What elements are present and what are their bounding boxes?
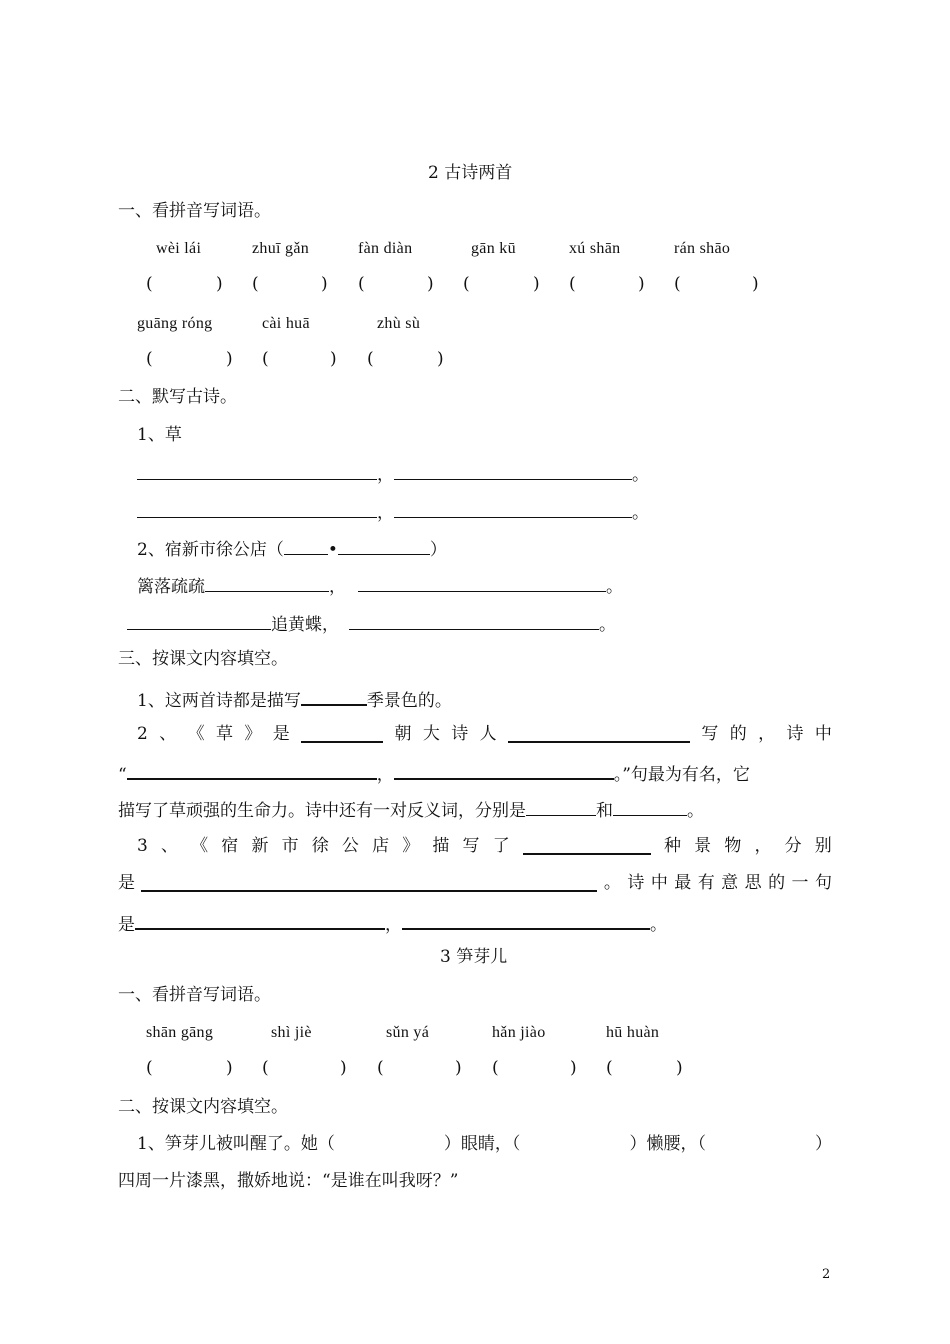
answer-box-open: (: [146, 349, 153, 369]
answer-box-close: ): [330, 349, 337, 369]
fill-blank[interactable]: [141, 872, 597, 892]
question-3-line3: 是 ， 。: [118, 910, 667, 936]
pinyin-9: zhù sù: [377, 315, 421, 332]
lesson2-title: 2 古诗两首: [428, 163, 513, 183]
question-2-line3: 描写了草顽强的生命力。诗中还有一对反义词，分别是 和 。: [118, 797, 704, 822]
question-3-line1: 3 、 《 宿 新 市 徐 公 店 》 描 写 了 种 景 物 ， 分 别: [137, 836, 832, 856]
lesson3-section2-heading: 二、按课文内容填空。: [118, 1097, 288, 1117]
fill-blank[interactable]: [127, 611, 271, 630]
poem1-title: 1、草: [137, 425, 182, 445]
answer-box-open: (: [146, 1058, 153, 1078]
pinyin-3: fàn diàn: [358, 240, 413, 257]
fill-blank-author[interactable]: [338, 536, 430, 555]
pinyin-13: hǎn jiào: [492, 1024, 546, 1041]
pinyin-7: guāng róng: [137, 315, 213, 332]
lesson3-title: 3 笋芽儿: [440, 947, 508, 967]
pinyin-8: cài huā: [262, 315, 310, 332]
answer-box-open: (: [262, 349, 269, 369]
fill-blank[interactable]: [523, 835, 651, 855]
pinyin-11: shì jiè: [271, 1024, 312, 1041]
page-number: 2: [822, 1267, 831, 1282]
question-1: 1、这两首诗都是描写 季景色的。: [137, 686, 452, 712]
answer-box-close: ): [226, 1058, 233, 1078]
question-2-line1: 2 、 《 草 》 是 朝 大 诗 人 写 的 ， 诗 中: [137, 724, 832, 744]
answer-box-open: (: [492, 1058, 499, 1078]
fill-blank[interactable]: [301, 686, 367, 706]
fill-blank[interactable]: [127, 760, 377, 780]
pinyin-6: rán shāo: [674, 240, 731, 257]
answer-box-open: (: [146, 274, 153, 294]
question-3-line2: 是 。 诗 中 最 有 意 思 的 一 句: [118, 873, 832, 893]
answer-box-close: ): [437, 349, 444, 369]
poem2-title: 2、宿新市徐公店（ • ）: [137, 536, 447, 561]
fill-blank[interactable]: [137, 461, 377, 480]
fill-blank[interactable]: [137, 499, 377, 518]
answer-box-open: (: [569, 274, 576, 294]
pinyin-14: hū huàn: [606, 1024, 660, 1041]
lesson2-section3-heading: 三、按课文内容填空。: [118, 649, 288, 669]
answer-box-open: (: [358, 274, 365, 294]
lesson3-question-1-line1: 1、笋芽儿被叫醒了。她（ ）眼睛，（ ）懒腰，（ ）: [137, 1134, 833, 1154]
fill-blank[interactable]: [402, 910, 650, 930]
answer-box-close: ): [321, 274, 328, 294]
lesson3-section1-heading: 一、看拼音写词语。: [118, 985, 271, 1005]
pinyin-10: shān gāng: [146, 1024, 214, 1041]
fill-blank[interactable]: [526, 797, 596, 816]
lesson3-question-1-line2: 四周一片漆黑，撒娇地说：“是谁在叫我呀？”: [118, 1171, 459, 1191]
answer-box-close: ): [216, 274, 223, 294]
pinyin-5: xú shān: [569, 240, 621, 257]
answer-box-open: (: [252, 274, 259, 294]
answer-box-close: ): [638, 274, 645, 294]
fill-blank-dynasty[interactable]: [284, 536, 328, 555]
poem2-line2: 追黄蝶， 。: [127, 611, 616, 636]
poem1-line1: ， 。: [137, 461, 649, 486]
answer-box-open: (: [674, 274, 681, 294]
fill-blank[interactable]: [394, 461, 632, 480]
lesson2-section2-heading: 二、默写古诗。: [118, 387, 237, 407]
fill-blank[interactable]: [394, 760, 614, 780]
answer-box-close: ): [340, 1058, 347, 1078]
answer-box-close: ): [533, 274, 540, 294]
answer-box-close: ): [752, 274, 759, 294]
answer-box-close: ): [676, 1058, 683, 1078]
answer-box-open: (: [463, 274, 470, 294]
answer-box-open: (: [367, 349, 374, 369]
answer-box-close: ): [427, 274, 434, 294]
pinyin-12: sǔn yá: [386, 1024, 430, 1041]
fill-blank[interactable]: [508, 723, 690, 743]
lesson2-section1-heading: 一、看拼音写词语。: [118, 201, 271, 221]
question-2-line2: “ ， 。”句最为有名，它: [118, 760, 750, 786]
fill-blank[interactable]: [613, 797, 687, 816]
fill-blank[interactable]: [358, 573, 606, 592]
answer-box-close: ): [570, 1058, 577, 1078]
answer-box-open: (: [377, 1058, 384, 1078]
fill-blank[interactable]: [349, 611, 599, 630]
fill-blank[interactable]: [301, 723, 383, 743]
fill-blank[interactable]: [394, 499, 632, 518]
answer-box-open: (: [262, 1058, 269, 1078]
answer-box-close: ): [226, 349, 233, 369]
fill-blank[interactable]: [205, 573, 329, 592]
poem1-line2: ， 。: [137, 499, 649, 524]
answer-box-open: (: [606, 1058, 613, 1078]
pinyin-4: gān kū: [471, 240, 516, 257]
pinyin-2: zhuī gǎn: [252, 240, 310, 257]
poem2-line1: 篱落疏疏 ， 。: [137, 573, 623, 598]
pinyin-1: wèi lái: [156, 240, 202, 257]
fill-blank[interactable]: [135, 910, 385, 930]
answer-box-close: ): [455, 1058, 462, 1078]
